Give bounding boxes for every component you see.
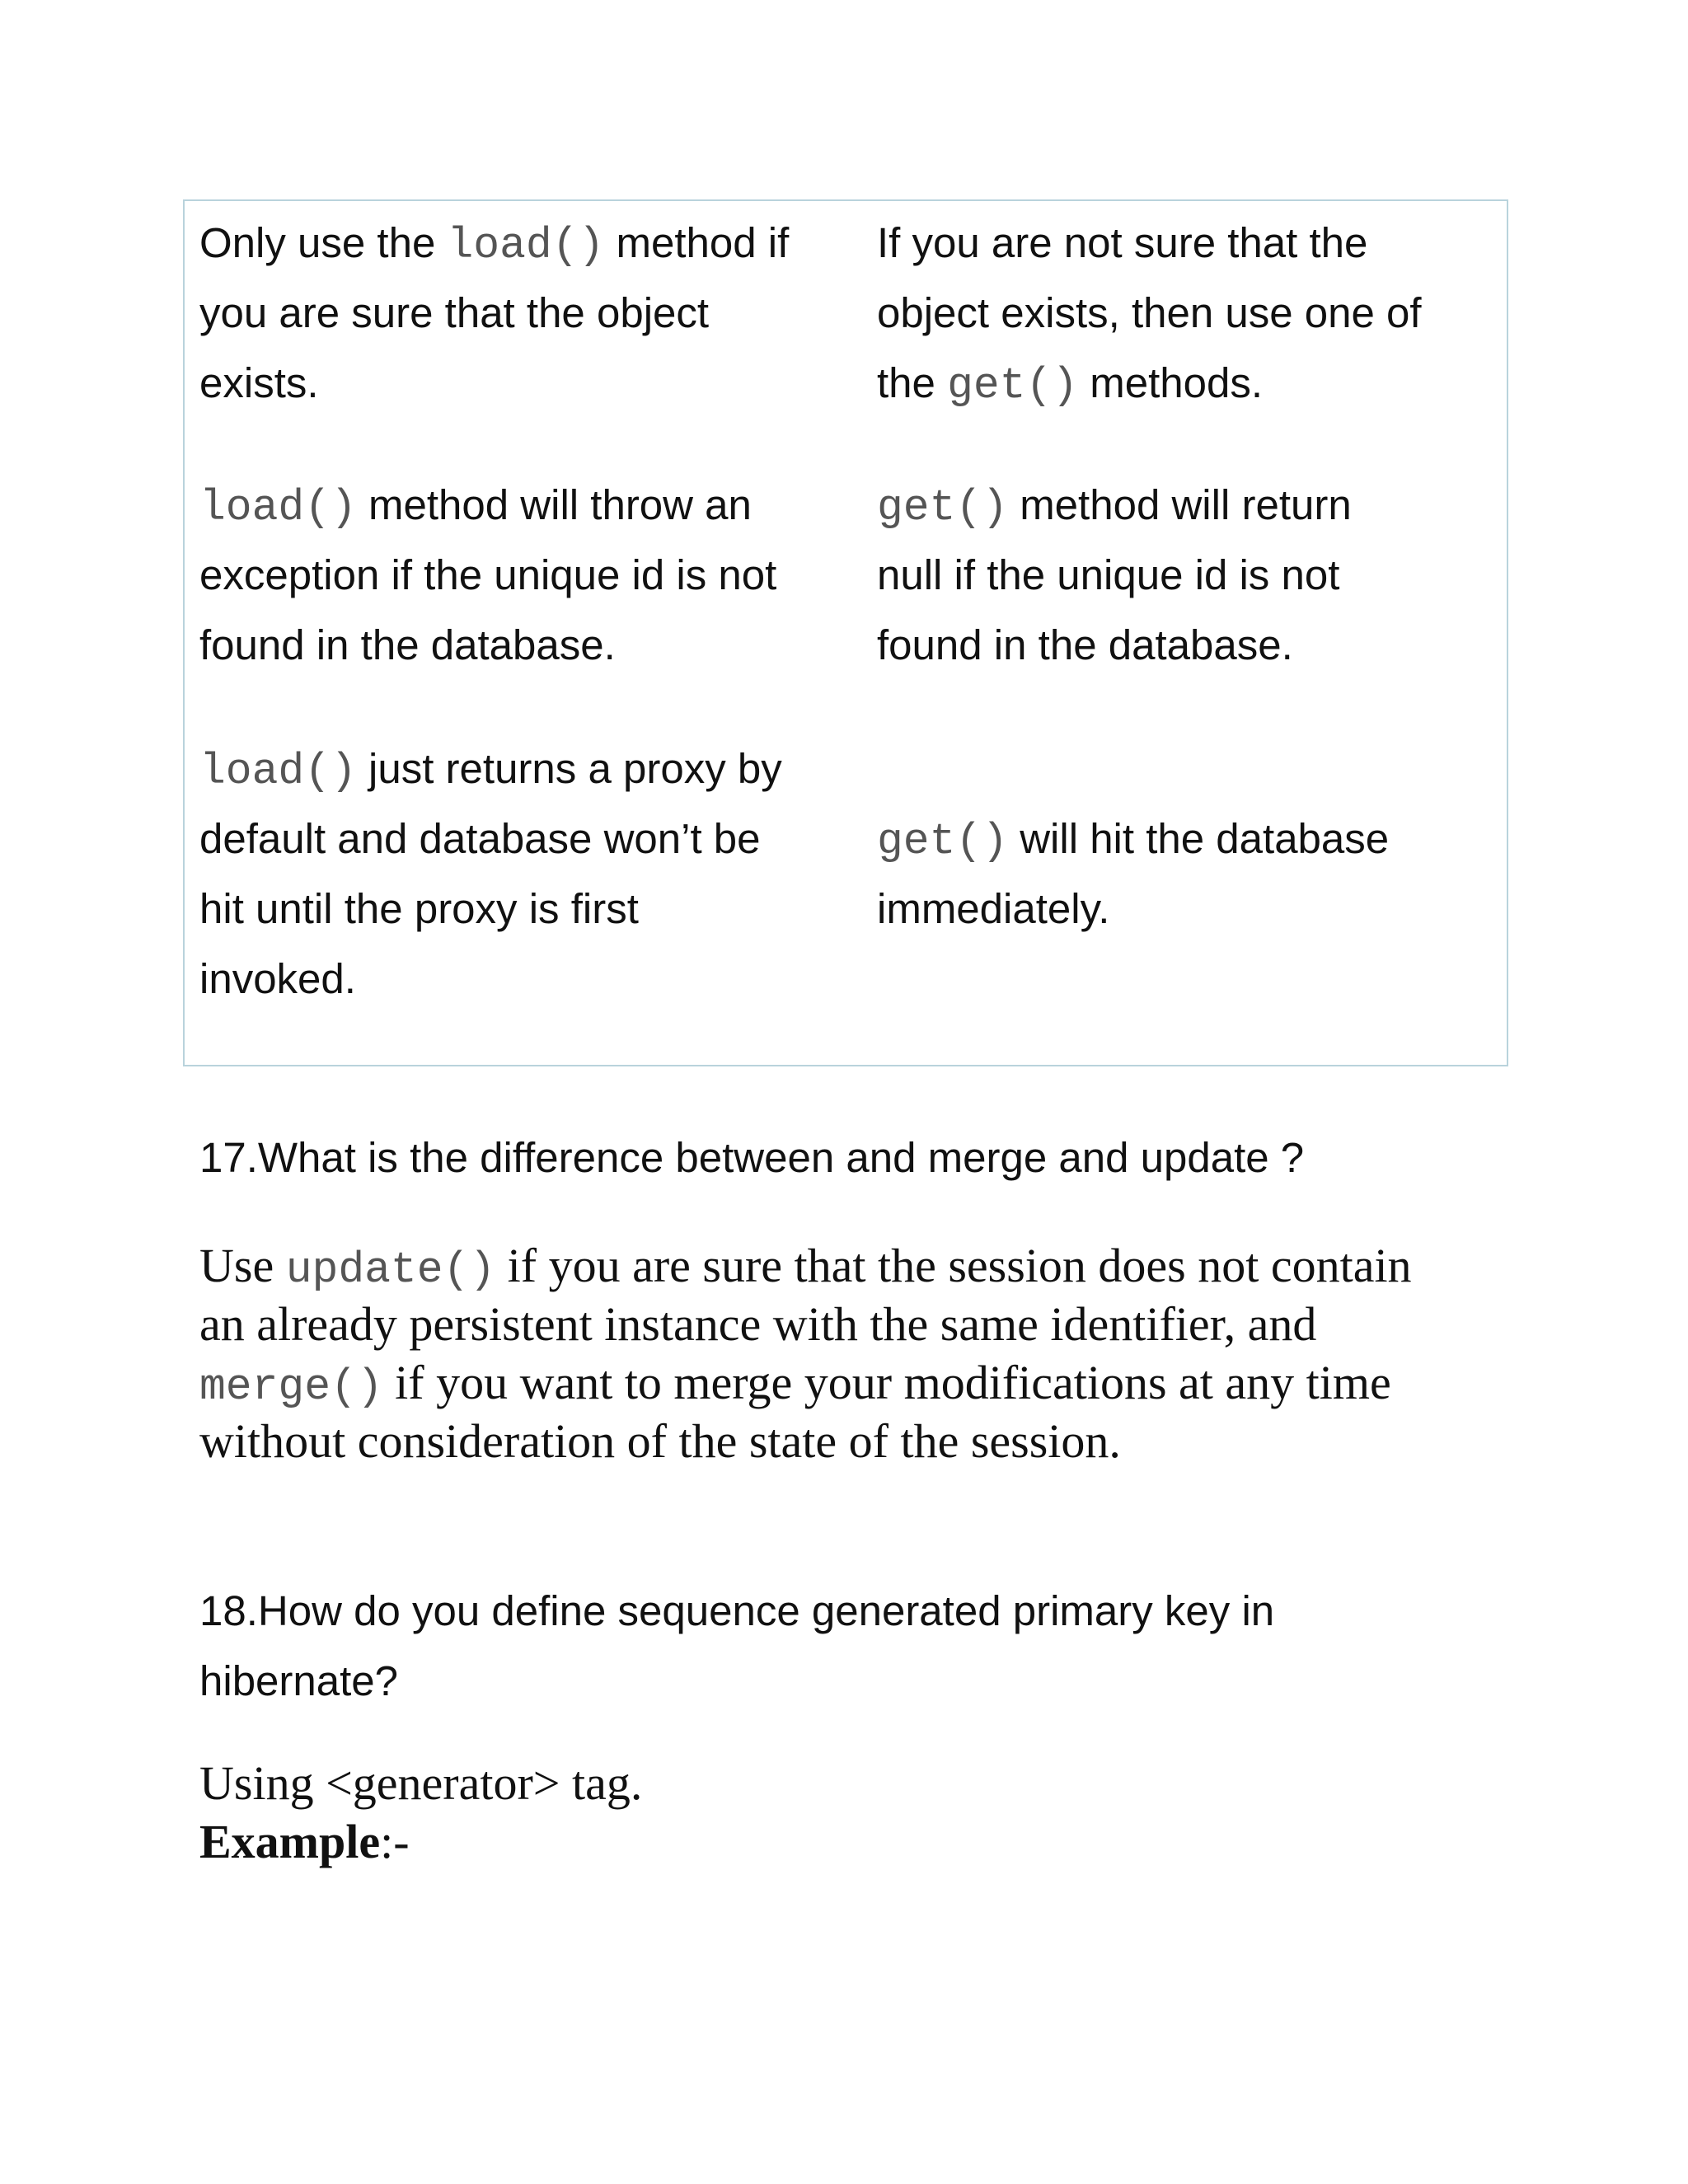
example-label: Example:- — [199, 1815, 410, 1868]
paragraph-line: without consideration of the state of the session. — [199, 1414, 1121, 1468]
question-17-heading: 17.What is the difference between and merge and update ? — [199, 1134, 1305, 1181]
table-cell-line: get() will hit the database — [877, 815, 1390, 866]
code-snippet: get() — [877, 483, 1009, 532]
heading-line: hibernate? — [199, 1657, 399, 1704]
table-cell-line: Only use the load() method if — [199, 219, 790, 270]
paragraph-line: Using <generator> tag. — [199, 1756, 643, 1810]
table-cell-line: load() just returns a proxy by — [199, 745, 782, 796]
table-cell-line: exception if the unique id is not — [199, 551, 777, 598]
table-cell-get-usage — [877, 208, 1422, 418]
comparison-table — [183, 199, 1508, 1066]
paragraph-line: merge() if you want to merge your modifications at any time — [199, 1356, 1391, 1412]
table-cell-line: object exists, then use one of — [877, 289, 1422, 336]
table-cell-line: the get() methods. — [877, 359, 1264, 410]
table-cell-get-immediate — [877, 804, 1389, 944]
question-17-answer — [199, 1236, 1412, 1470]
code-snippet: get() — [877, 817, 1009, 866]
table-cell-line: found in the database. — [877, 621, 1293, 668]
table-cell-line: load() method will throw an — [199, 481, 752, 532]
table-cell-line: found in the database. — [199, 621, 616, 668]
question-18-answer — [199, 1754, 642, 1871]
paragraph-line: Use update() if you are sure that the session does not contain — [199, 1239, 1412, 1295]
code-snippet: load() — [199, 747, 357, 796]
table-cell-line: hit until the proxy is first — [199, 885, 639, 932]
table-cell-line: exists. — [199, 359, 319, 406]
table-cell-line: null if the unique id is not — [877, 551, 1340, 598]
code-snippet: update() — [285, 1245, 496, 1295]
table-cell-get-null — [877, 470, 1352, 680]
code-snippet: load() — [447, 221, 605, 270]
table-cell-line: invoked. — [199, 955, 356, 1002]
code-snippet: merge() — [199, 1362, 383, 1412]
table-cell-line: default and database won’t be — [199, 815, 761, 862]
heading-line: 18.How do you define sequence generated primary key in — [199, 1587, 1275, 1634]
table-cell-line: get() method will return — [877, 481, 1352, 532]
table-cell-load-exception — [199, 470, 776, 680]
question-18-heading — [199, 1576, 1274, 1716]
table-cell-line: you are sure that the object — [199, 289, 710, 336]
code-snippet: get() — [947, 361, 1079, 410]
table-cell-load-usage — [199, 208, 789, 418]
paragraph-line: an already persistent instance with the same identifier, and — [199, 1297, 1317, 1351]
table-cell-line: If you are not sure that the — [877, 219, 1368, 266]
code-snippet: load() — [199, 483, 357, 532]
table-cell-load-proxy — [199, 733, 782, 1014]
table-cell-line: immediately. — [877, 885, 1110, 932]
